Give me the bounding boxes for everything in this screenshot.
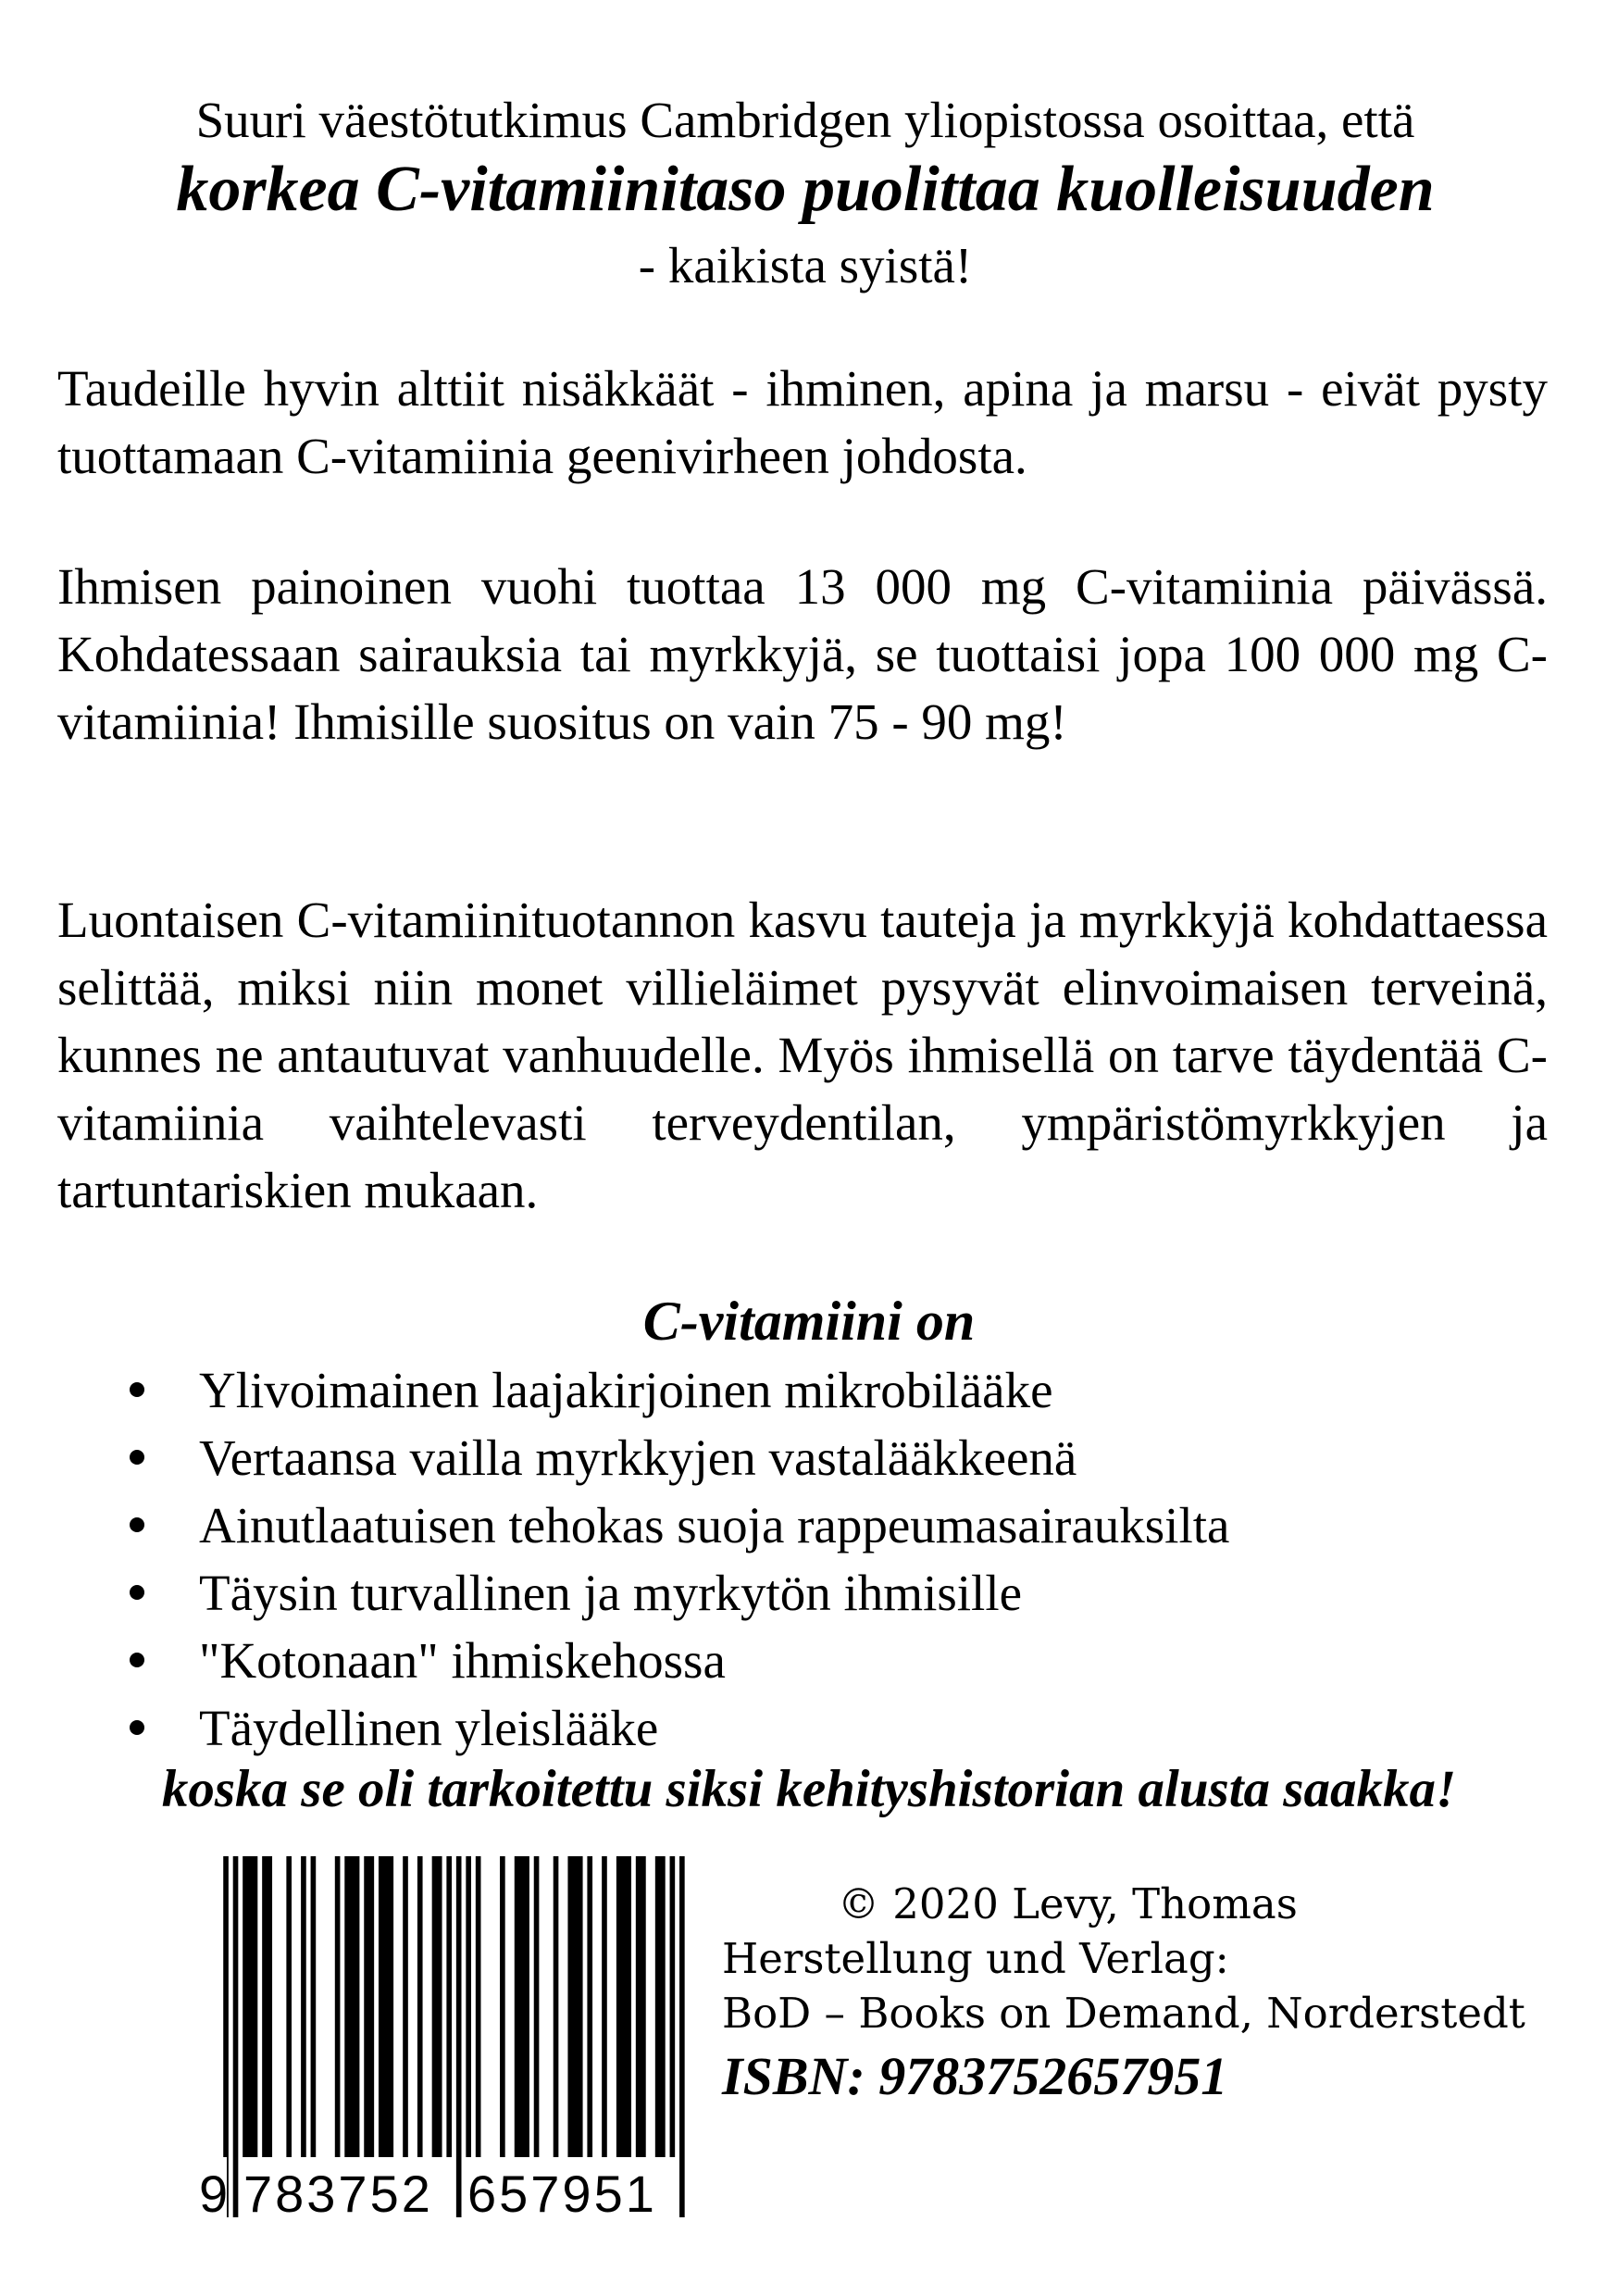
barcode-bar xyxy=(602,1856,607,2157)
barcode-bar xyxy=(335,1856,341,2157)
barcode-bar xyxy=(616,1856,622,2157)
barcode-bar xyxy=(364,1856,369,2157)
barcode-bar xyxy=(466,1856,471,2157)
barcode-bar xyxy=(554,1856,559,2157)
headline: korkea C-vitamiinitaso puolittaa kuolleisuuden xyxy=(176,154,1435,225)
barcode-digit-first: 9 xyxy=(199,2157,227,2224)
barcode-digit-group-2: 657951 xyxy=(467,2157,677,2224)
bullet-icon xyxy=(130,1450,144,1465)
barcode-bar xyxy=(355,1856,360,2157)
barcode-bar xyxy=(621,1856,627,2157)
barcode-bar xyxy=(500,1856,505,2157)
barcode-bar xyxy=(350,1856,355,2157)
barcode-bar xyxy=(383,1856,389,2157)
paragraph-goat: Ihmisen painoinen vuohi tuottaa 13 000 mg C-vitamiinia päivässä. Kohdatessaan sairauksia tai myrkkyjä, se tuottaisi jopa 100 000 mg C-vitamiinia! Ihmisille suositus on vain 75 - 90 mg! xyxy=(57,558,1548,750)
barcode-bar xyxy=(476,1856,481,2157)
barcode-bar xyxy=(432,1856,438,2157)
copyright-line: © 2020 Levy, Thomas xyxy=(838,1879,1298,1928)
paragraph-wild-animals: Luontaisen C-vitamiinituotannon kasvu tauteja ja myrkkyjä kohdattaessa selittää, miksi niin monet villieläimet pysyvät elinvoimaisen terveinä, kunnes ne antautuvat vanhuudelle. Myös ihmisellä on tarve täydentää C-vitamiinia vaihtelevasti terveydentilan, ympäristömyrkkyjen ja tartuntariskien mukaan. xyxy=(57,892,1548,1218)
bullet-icon xyxy=(130,1382,144,1397)
intro-line-1: Suuri väestötutkimus Cambridgen yliopistossa osoittaa, että xyxy=(195,92,1415,148)
bullet-icon xyxy=(130,1653,144,1667)
barcode-bar xyxy=(660,1856,666,2157)
barcode-bar xyxy=(311,1856,317,2157)
list-item: Täysin turvallinen ja myrkytön ihmisille xyxy=(0,1559,1618,1627)
bullet-icon xyxy=(130,1585,144,1600)
barcode-bar xyxy=(636,1856,641,2157)
barcode-bar xyxy=(301,1856,306,2157)
isbn: ISBN: 9783752657951 xyxy=(722,2046,1228,2106)
production-label: Herstellung und Verlag: xyxy=(722,1934,1229,1983)
barcode-bar xyxy=(534,1856,540,2157)
barcode-bar xyxy=(524,1856,529,2157)
barcode-bar xyxy=(388,1856,393,2157)
barcode-bar xyxy=(626,1856,631,2157)
barcode-digit-group-1: 783752 xyxy=(243,2157,453,2224)
barcode-bar xyxy=(437,1856,442,2157)
list-heading: C-vitamiini on xyxy=(642,1291,976,1352)
list-item: Täydellinen yleislääke xyxy=(0,1694,1618,1762)
barcode-bar xyxy=(515,1856,520,2157)
barcode-bar xyxy=(403,1856,408,2157)
barcode-bar xyxy=(587,1856,592,2157)
closing-line: koska se oli tarkoitettu siksi kehityshistorian alusta saakka! xyxy=(161,1760,1457,1818)
barcode-bar xyxy=(369,1856,375,2157)
barcode-bar xyxy=(243,1856,248,2157)
barcode-bar xyxy=(267,1856,272,2157)
barcode-bar xyxy=(417,1856,423,2157)
list-item: Vertaansa vailla myrkkyjen vastalääkkeenä xyxy=(0,1424,1618,1491)
publisher-name: BoD – Books on Demand, Norderstedt xyxy=(722,1989,1525,2038)
barcode-bar xyxy=(253,1856,258,2157)
paragraph-mammals: Taudeille hyvin alttiit nisäkkäät - ihminen, apina ja marsu - eivät pysty tuottamaan C-vitamiinia geenivirheen johdosta. xyxy=(57,360,1548,484)
barcode-bar xyxy=(379,1856,384,2157)
benefits-list xyxy=(0,1356,1618,1762)
barcode-bar xyxy=(641,1856,646,2157)
list-item: "Kotonaan" ihmiskehossa xyxy=(0,1627,1618,1694)
barcode-bar xyxy=(286,1856,292,2157)
intro-line-3: - kaikista syistä! xyxy=(638,237,973,293)
barcode-bar xyxy=(247,1856,253,2157)
barcode-bar xyxy=(655,1856,661,2157)
bullet-icon xyxy=(130,1517,144,1532)
barcode-digits xyxy=(199,2157,699,2231)
list-item: Ainutlaatuisen tehokas suoja rappeumasairauksilta xyxy=(0,1491,1618,1559)
barcode-bar xyxy=(262,1856,268,2157)
list-item: Ylivoimainen laajakirjoinen mikrobilääke xyxy=(0,1356,1618,1424)
barcode-bar xyxy=(344,1856,350,2157)
barcode-bar xyxy=(578,1856,583,2157)
barcode-bar xyxy=(567,1856,573,2157)
bullet-icon xyxy=(130,1720,144,1735)
barcode-bar xyxy=(519,1856,525,2157)
barcode-bar xyxy=(573,1856,579,2157)
